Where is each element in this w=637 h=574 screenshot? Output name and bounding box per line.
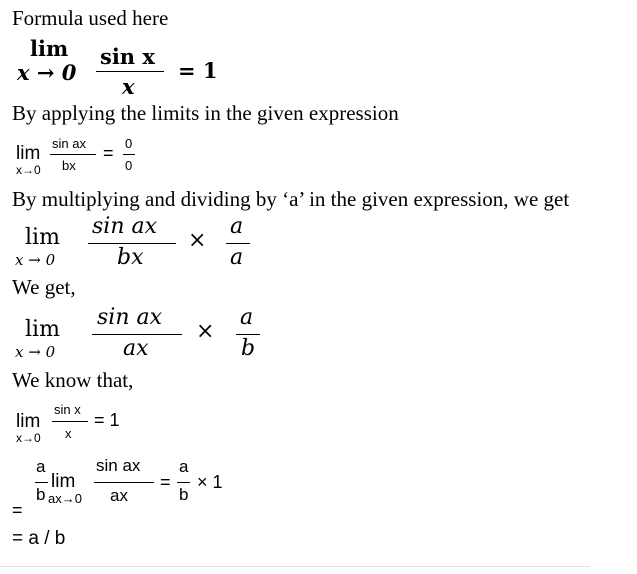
eq3-numerator: sin ax: [97, 305, 163, 330]
formula-numerator: sin x: [100, 44, 155, 69]
eq3-times: ×: [196, 319, 215, 344]
eq2-factor-bar: [226, 243, 250, 244]
eq1-result-numerator: 0: [125, 136, 133, 151]
eq1-equals: =: [103, 143, 114, 163]
text-applying-limits: By applying the limits in the given expression: [12, 101, 399, 125]
eq5-result-numerator: a: [179, 457, 189, 476]
eq1-approach: x→0: [16, 163, 41, 177]
formula-lim: lim: [30, 36, 69, 61]
eq4-numerator: sin x: [54, 402, 81, 417]
eq3-factor-bar: [236, 334, 260, 335]
eq3-fraction-bar: [92, 334, 182, 335]
eq2-factor-denominator: a: [230, 245, 244, 270]
eq2-fraction-bar: [88, 243, 176, 244]
eq1-numerator: sin ax: [52, 136, 86, 151]
eq5-coef-denominator: b: [36, 485, 46, 504]
eq4-equals: = 1: [94, 410, 120, 430]
eq5-coef-numerator: a: [36, 457, 46, 476]
eq4-lim: lim: [16, 411, 41, 432]
eq5-lim: lim: [51, 471, 76, 492]
formula-approach: x → 0: [17, 60, 77, 85]
eq1-result-bar: [123, 154, 135, 155]
eq5-equals: =: [160, 472, 171, 492]
eq4-denominator: x: [65, 426, 72, 441]
final-answer: = a / b: [12, 528, 66, 549]
eq5-numerator: sin ax: [96, 456, 141, 475]
formula-denominator: x: [122, 74, 135, 99]
eq5-result-denominator: b: [179, 485, 189, 504]
eq5-times-one: × 1: [197, 472, 223, 492]
eq5-coef-bar: [35, 482, 48, 483]
text-we-know-that: We know that,: [12, 368, 134, 392]
eq3-approach: x → 0: [15, 343, 56, 361]
eq5-denominator: ax: [110, 486, 128, 505]
eq1-lim: lim: [16, 143, 41, 164]
eq2-numerator: sin ax: [92, 214, 158, 239]
text-formula-used: Formula used here: [12, 6, 169, 30]
eq1-fraction-bar: [50, 154, 96, 155]
eq2-times: ×: [188, 228, 207, 253]
eq5-result-bar: [177, 482, 190, 483]
eq2-approach: x → 0: [15, 251, 56, 269]
bottom-divider: [0, 566, 590, 567]
eq2-denominator: bx: [117, 245, 144, 270]
formula-equals: = 1: [178, 58, 218, 83]
eq2-lim: lim: [25, 225, 60, 250]
eq3-lim: lim: [25, 317, 60, 342]
eq5-approach: ax→0: [48, 491, 82, 506]
eq1-denominator: bx: [62, 158, 76, 173]
eq1-result-denominator: 0: [125, 158, 133, 173]
eq2-factor-numerator: a: [230, 214, 244, 239]
eq3-factor-numerator: a: [240, 305, 254, 330]
eq4-fraction-bar: [52, 421, 88, 422]
eq3-factor-denominator: b: [241, 336, 256, 361]
text-we-get: We get,: [12, 275, 76, 299]
text-multiplying-dividing: By multiplying and dividing by ‘a’ in the given expression, we get: [12, 187, 570, 211]
eq5-stray-equals: =: [12, 500, 23, 520]
eq4-approach: x→0: [16, 431, 41, 445]
eq5-fraction-bar: [94, 482, 154, 483]
eq3-denominator: ax: [123, 336, 149, 361]
formula-fraction-bar: [96, 71, 164, 72]
